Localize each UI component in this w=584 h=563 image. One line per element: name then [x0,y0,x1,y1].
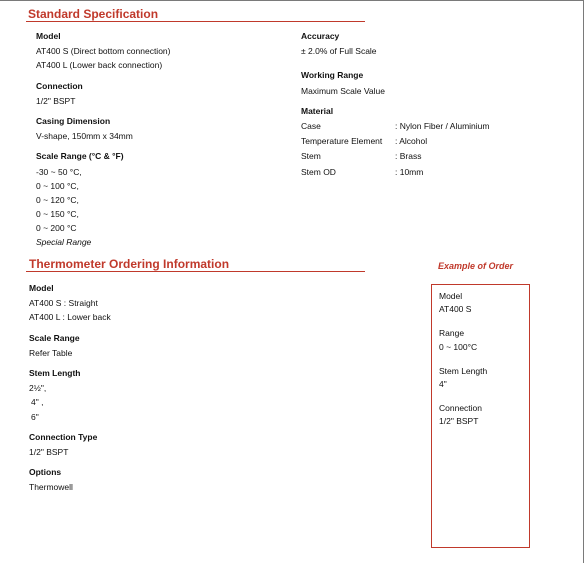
example-item-value: 1/2" BSPT [439,416,479,427]
page-top-border [0,0,584,1]
example-order-box [431,284,530,548]
example-item [439,291,522,314]
spec-scale-range-value-5: 0 ~ 200 °C [36,223,77,234]
material-key: Stem OD [301,166,336,177]
example-item-label: Range [439,328,465,339]
material-key: Stem [301,151,321,162]
material-value: : Nylon Fiber / Aluminium [395,120,490,131]
ordering-scale-range-label: Scale Range [29,332,80,343]
spec-model [36,31,171,71]
example-item-value: AT400 S [439,304,472,315]
spec-scale-range-value-4: 0 ~ 150 °C, [36,209,79,220]
material-row-case [301,121,489,131]
spec-scale-range-value-2: 0 ~ 100 °C, [36,180,79,191]
ordering-stem-length-value-1: 2½", [29,383,47,394]
spec-working-range-value: Maximum Scale Value [301,85,385,96]
spec-accuracy [301,31,489,56]
material-value: : 10mm [395,166,424,177]
example-item-label: Model [439,291,463,301]
spec-left-column [36,31,171,258]
ordering-model-label: Model [29,283,54,293]
spec-material [301,106,489,177]
spec-scale-range-value-1: -30 ~ 50 °C, [36,166,82,177]
material-row-stem-od [301,167,489,177]
material-key: Temperature Element [301,136,383,147]
material-key: Case [301,120,321,131]
spec-accuracy-label: Accuracy [301,31,340,41]
ordering-title: Thermometer Ordering Information [29,257,230,271]
ordering-connection-type-label: Connection Type [29,431,98,442]
material-value: : Alcohol [395,136,428,147]
example-title: Example of Order [438,261,514,271]
spec-accuracy-value: ± 2.0% of Full Scale [301,46,377,57]
ordering-options-value: Thermowell [29,482,73,493]
spec-casing-value: V-shape, 150mm x 34mm [36,131,133,142]
material-row-stem [301,151,489,161]
spec-material-label: Material [301,105,334,116]
ordering-model-value-1: AT400 S : Straight [29,298,98,309]
ordering-stem-length-value-2: 4" , [31,397,44,408]
ordering-column [29,283,111,502]
ordering-model-value-2: AT400 L : Lower back [29,312,111,323]
ordering-stem-length-value-3: 6" [31,411,39,422]
spec-working-range [301,70,489,95]
example-item-value: 0 ~ 100°C [439,341,478,352]
spec-special-range: Special Range [36,237,92,248]
spec-right-column [301,31,489,187]
ordering-stem-length [29,368,111,422]
example-item [439,403,522,426]
spec-connection-value: 1/2" BSPT [36,95,76,106]
ordering-options [29,467,111,492]
ordering-stem-length-label: Stem Length [29,367,81,378]
spec-scale-range [36,151,171,247]
material-row-temperature-element [301,136,489,146]
ordering-scale-range [29,333,111,358]
spec-model-label: Model [36,31,61,41]
example-item-label: Stem Length [439,365,488,376]
spec-model-value-2: AT400 L (Lower back connection) [36,60,163,71]
spec-casing-label: Casing Dimension [36,115,111,126]
standard-spec-title: Standard Specification [28,7,159,21]
material-value: : Brass [395,151,422,162]
spec-connection-label: Connection [36,80,83,91]
ordering-rule [26,271,365,272]
ordering-model [29,283,111,323]
example-item [439,366,522,389]
spec-connection [36,81,171,106]
spec-model-value-1: AT400 S (Direct bottom connection) [36,46,171,57]
example-item-value: 4" [439,378,447,389]
ordering-scale-range-value: Refer Table [29,347,73,358]
example-item-label: Connection [439,403,483,414]
example-item [439,328,522,351]
spec-casing [36,116,171,141]
spec-working-range-label: Working Range [301,70,364,81]
ordering-options-label: Options [29,467,62,478]
ordering-connection-type [29,432,111,457]
spec-scale-range-label: Scale Range (°C & °F) [36,151,124,162]
ordering-connection-type-value: 1/2" BSPT [29,446,69,457]
spec-scale-range-value-3: 0 ~ 120 °C, [36,194,79,205]
standard-spec-rule [26,21,365,22]
